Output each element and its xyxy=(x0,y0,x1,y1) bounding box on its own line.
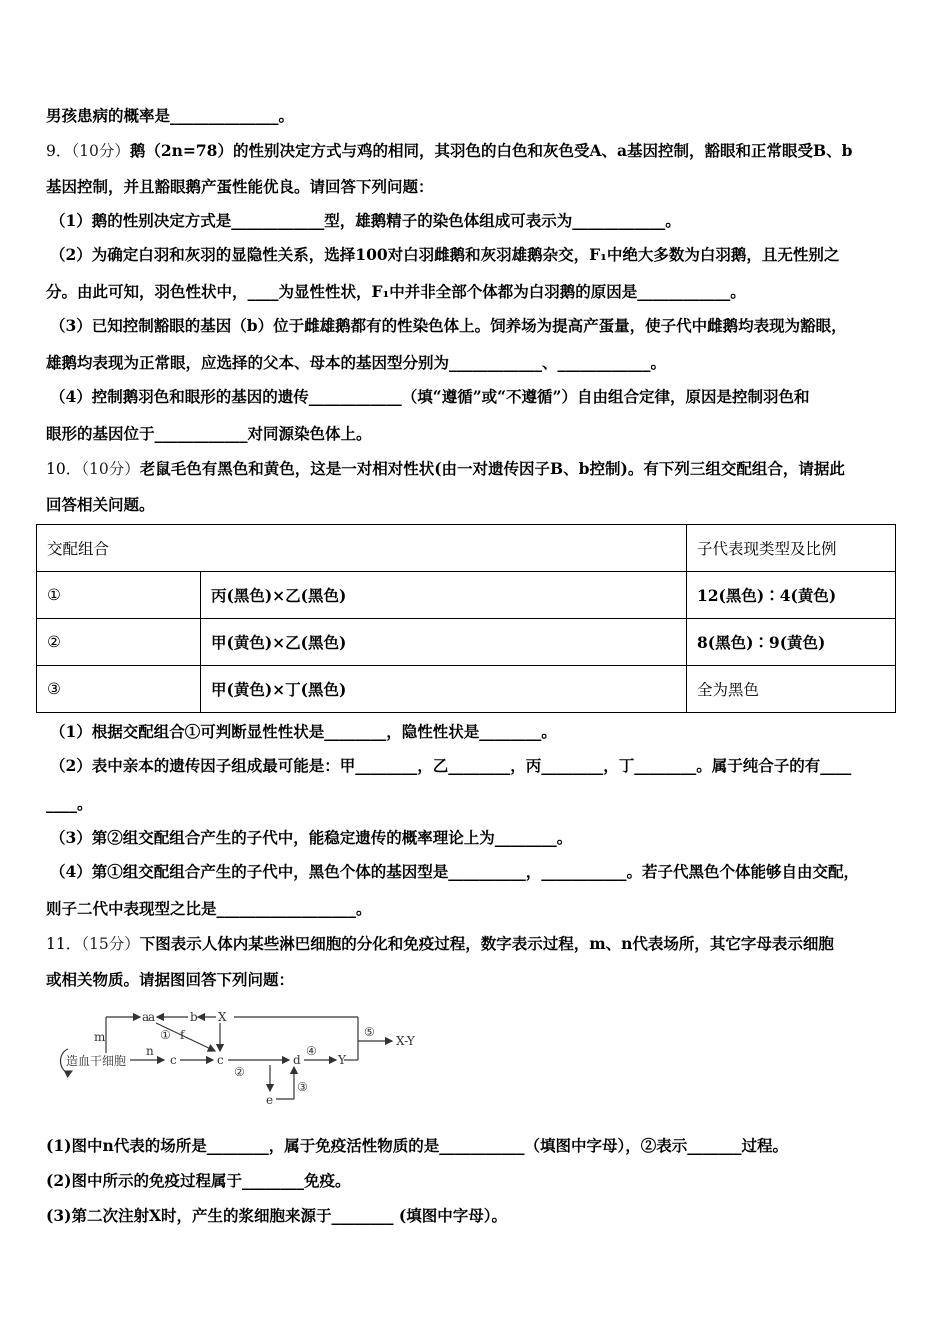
q10-stem-1: 老鼠毛色有黑色和黄色，这是一对相对性状(由一对遗传因子B、b控制)。有下列三组交配组合，请据此 xyxy=(139,459,845,478)
table-cell-ratio: 全为黑色 xyxy=(686,666,895,713)
table-row xyxy=(37,572,896,619)
label-e: e xyxy=(266,1093,274,1107)
label-stem-cell: 造血干细胞 xyxy=(66,1054,127,1068)
q10-line-1 xyxy=(46,457,845,479)
label-x: X xyxy=(218,1010,227,1024)
label-n: n xyxy=(146,1044,154,1058)
label-b: b xyxy=(190,1010,198,1024)
q9-part-3b: 雄鹅均表现为正常眼，应选择的父本、母本的基因型分别为____________、____________。 xyxy=(46,353,667,372)
q10-number: 10． xyxy=(46,460,82,478)
q11-part-2: (2)图中所示的免疫过程属于________免疫。 xyxy=(46,1171,351,1190)
q9-part-2b: 分。由此可知，羽色性状中，____为显性性状，F₁中并非全部个体都为白羽鹅的原因是____________。 xyxy=(46,282,746,301)
label-y: Y xyxy=(338,1053,346,1067)
q9-part-3a: （3）已知控制豁眼的基因（b）位于雌雄鹅都有的性染色体上。饲养场为提高产蛋量，使子代中雌鹅均表现为豁眼， xyxy=(50,316,847,335)
q9-stem-2: 基因控制，并且豁眼鹅产蛋性能优良。请回答下列问题： xyxy=(46,177,434,196)
q10-part-2b: ____。 xyxy=(46,794,93,813)
cross-table xyxy=(36,524,896,713)
table-cell-index: ② xyxy=(37,619,201,666)
label-step-3: ③ xyxy=(297,1080,308,1094)
label-step-2: ② xyxy=(234,1065,245,1079)
line-prev-blank: 男孩患病的概率是______________。 xyxy=(46,106,295,125)
q11-number: 11． xyxy=(46,935,82,953)
q9-points: （10分） xyxy=(71,142,130,160)
q10-part-1: （1）根据交配组合①可判断显性性状是________，隐性性状是________。 xyxy=(50,722,557,741)
q9-part-1: （1）鹅的性别决定方式是____________型，雄鹅精子的染色体组成可表示为____________。 xyxy=(50,211,681,230)
q11-stem-2: 或相关物质。请据图回答下列问题： xyxy=(46,970,295,989)
q9-stem-1: 鹅（2n=78）的性别决定方式与鸡的相同，其羽色的白色和灰色受A、a基因控制，豁眼和正常眼受B、b xyxy=(129,141,853,160)
q11-part-3: (3)第二次注射X时，产生的浆细胞来源于________ (填图中字母）。 xyxy=(46,1206,507,1225)
label-m: m xyxy=(94,1030,106,1044)
table-row xyxy=(37,666,896,713)
q10-part-4b: 则子二代中表现型之比是__________________。 xyxy=(46,899,372,918)
label-step-4: ④ xyxy=(306,1044,317,1058)
q10-part-4a: （4）第①组交配组合产生的子代中，黑色个体的基因型是__________，___________。若子代黑色个体能够自由交配， xyxy=(50,862,860,881)
q9-part-4a: （4）控制鹅羽色和眼形的基因的遗传____________（填“遵循”或“不遵循”）自由组合定律，原因是控制羽色和 xyxy=(50,387,810,406)
label-c-second: c xyxy=(217,1053,224,1067)
q11-points: （15分） xyxy=(81,935,140,953)
table-cell-index: ③ xyxy=(37,666,201,713)
q10-part-2a: （2）表中亲本的遗传因子组成最可能是：甲________，乙________，丙________，丁________。属于纯合子的有____ xyxy=(50,756,852,775)
table-cell-ratio: 8(黑色)∶9(黄色) xyxy=(686,619,895,666)
label-step-5: ⑤ xyxy=(364,1025,375,1039)
table-header-offspring: 子代表现类型及比例 xyxy=(686,525,895,572)
table-cell-index: ① xyxy=(37,572,201,619)
table-row xyxy=(37,619,896,666)
label-d: d xyxy=(293,1053,301,1067)
q11-part-1: (1)图中n代表的场所是________，属于免疫活性物质的是___________（填图中字母），②表示_______过程。 xyxy=(46,1136,788,1155)
table-header-cross: 交配组合 xyxy=(37,525,687,572)
q11-line-1 xyxy=(46,932,834,954)
label-step-1: ① xyxy=(160,1028,171,1042)
label-c-first: c xyxy=(170,1053,177,1067)
label-f: f xyxy=(180,1028,185,1042)
q10-points: （10分） xyxy=(81,460,140,478)
q9-part-4b: 眼形的基因位于____________对同源染色体上。 xyxy=(46,424,372,443)
self-renew-arrow xyxy=(68,1071,72,1073)
q9-part-2a: （2）为确定白羽和灰羽的显隐性关系，选择100对白羽雌鹅和灰羽雄鹅杂交，F₁中绝大多数为白羽鹅，且无性别之 xyxy=(50,245,840,264)
q11-stem-1: 下图表示人体内某些淋巴细胞的分化和免疫过程，数字表示过程，m、n代表场所，其它字母表示细胞 xyxy=(139,934,834,953)
label-a-top: a xyxy=(142,1010,150,1024)
q9-line-1 xyxy=(46,139,852,161)
q10-stem-2: 回答相关问题。 xyxy=(46,495,155,514)
q10-part-3: （3）第②组交配组合产生的子代中，能稳定遗传的概率理论上为________。 xyxy=(50,828,573,847)
label-a-mid: a xyxy=(148,1010,156,1024)
table-header-row xyxy=(37,525,896,572)
immune-process-diagram xyxy=(56,1003,436,1111)
table-cell-cross: 甲(黄色)×丁(黑色) xyxy=(201,666,687,713)
table-cell-ratio: 12(黑色)∶4(黄色) xyxy=(686,572,895,619)
label-x-y: X-Y xyxy=(396,1034,415,1048)
table-cell-cross: 甲(黄色)×乙(黑色) xyxy=(201,619,687,666)
q9-number: 9． xyxy=(46,142,72,160)
table-cell-cross: 丙(黑色)×乙(黑色) xyxy=(201,572,687,619)
